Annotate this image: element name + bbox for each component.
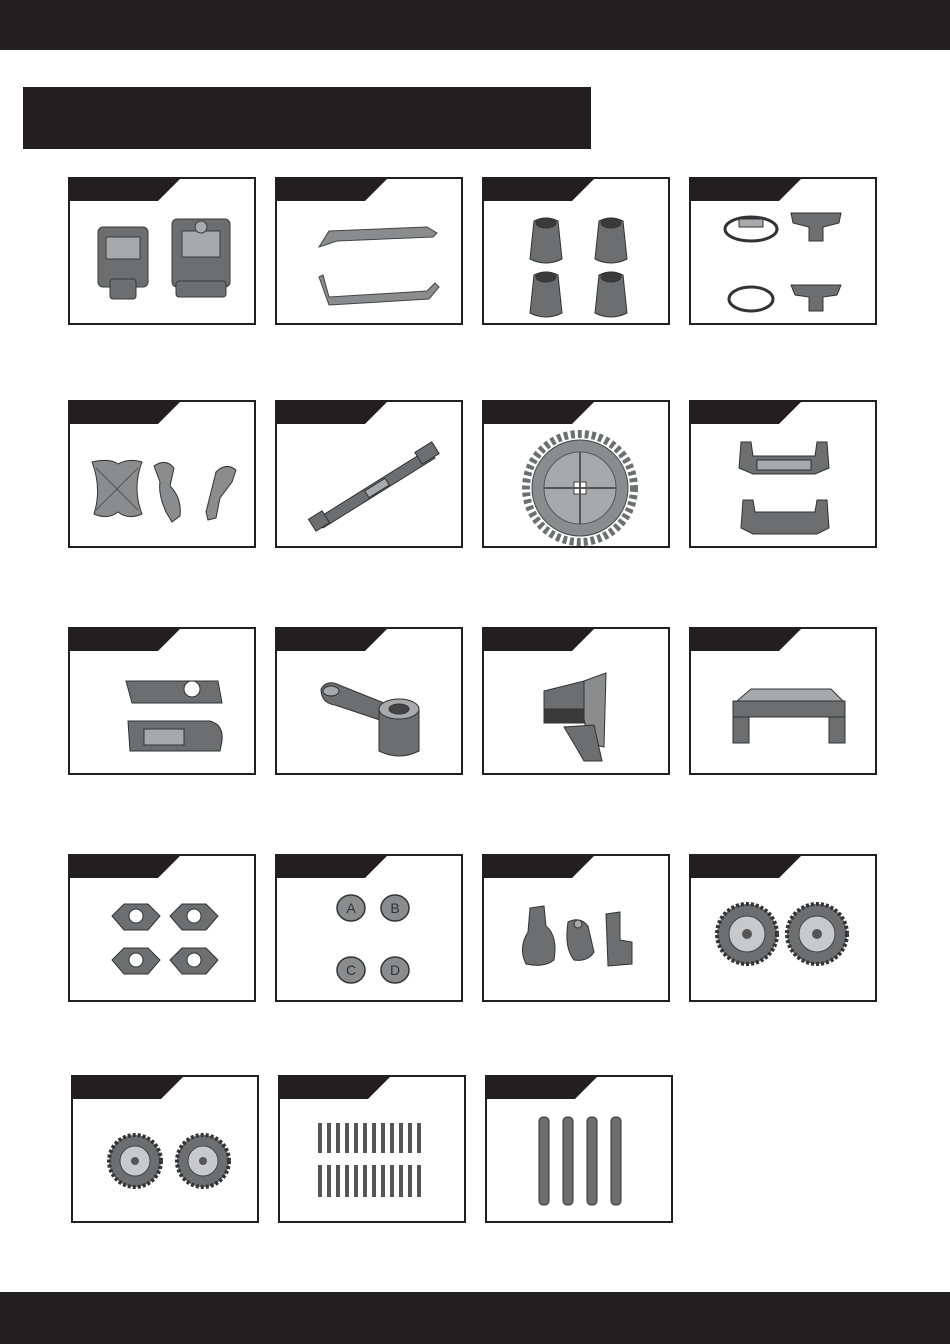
bushings-icon: [484, 179, 668, 323]
hex-hubs-icon: [70, 856, 254, 1000]
part-card-bushings: [482, 177, 670, 325]
bridge-bracket-icon: [691, 629, 875, 773]
pins-icon: [487, 1077, 671, 1221]
part-card-side-rails: [275, 177, 463, 325]
cap-letter: D: [389, 962, 401, 978]
motor-cover-icon: [70, 629, 254, 773]
part-card-hex-hubs: [68, 854, 256, 1002]
section-title-banner: [23, 87, 591, 149]
cap-letter: B: [390, 900, 400, 916]
part-card-bridge-bracket: [689, 627, 877, 775]
rear-wheels-icon: [691, 856, 875, 1000]
part-card-motor-cover: [68, 627, 256, 775]
spur-gear-icon: [484, 402, 668, 546]
part-card-gearbox: [68, 177, 256, 325]
part-card-springs: [278, 1075, 466, 1223]
part-card-rear-wheels: [689, 854, 877, 1002]
bumper-brackets-icon: [691, 402, 875, 546]
cap-letter: C: [345, 962, 357, 978]
steering-knuckles-icon: [484, 856, 668, 1000]
mount-block-icon: [484, 629, 668, 773]
side-rails-icon: [277, 179, 461, 323]
steering-plate-icon: [70, 402, 254, 546]
footer-bar: [0, 1292, 950, 1344]
gearbox-housing-icon: [70, 179, 254, 323]
part-card-steering-plate: [68, 400, 256, 548]
bumper-mounts-icon: [691, 179, 875, 323]
part-card-steering-knuckles: [482, 854, 670, 1002]
springs-icon: [280, 1077, 464, 1221]
drive-shaft-icon: [277, 402, 461, 546]
header-bar: [0, 0, 950, 50]
part-card-bumper-mounts: [689, 177, 877, 325]
cap-letter: A: [346, 900, 356, 916]
part-card-lettered-caps: [275, 854, 463, 1002]
front-wheels-icon: [73, 1077, 257, 1221]
steering-arm-icon: [277, 629, 461, 773]
lettered-caps-icon: [277, 856, 461, 1000]
part-card-mount-block: [482, 627, 670, 775]
part-card-spur-gear: [482, 400, 670, 548]
part-card-steering-arm: [275, 627, 463, 775]
part-card-front-wheels: [71, 1075, 259, 1223]
part-card-pins: [485, 1075, 673, 1223]
part-card-drive-shaft: [275, 400, 463, 548]
part-card-bumper-brackets: [689, 400, 877, 548]
